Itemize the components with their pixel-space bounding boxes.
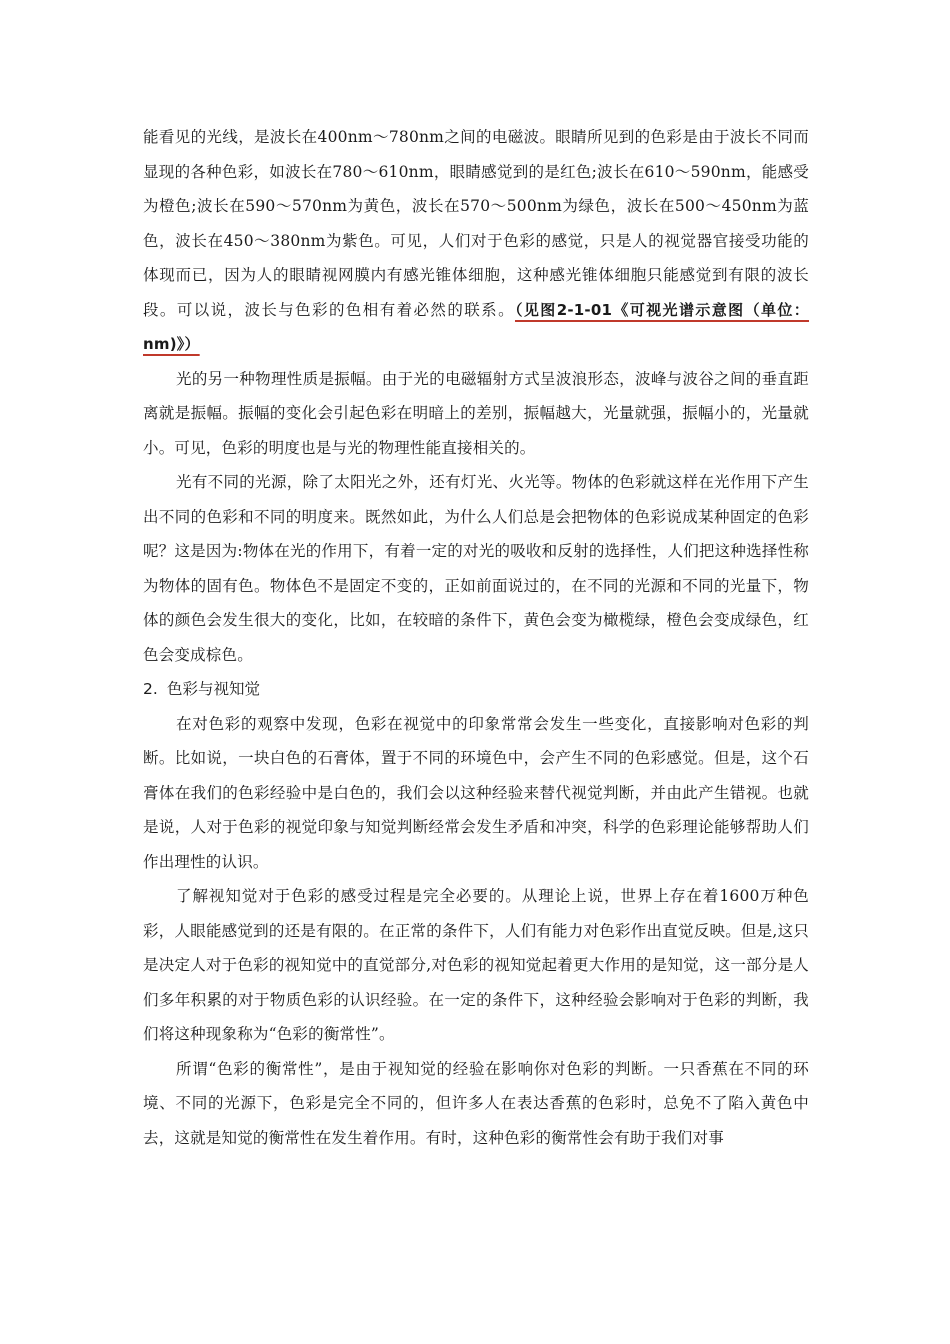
paragraph-wavelength <box>143 120 809 362</box>
figure-reference-link[interactable]: （见图2-1-01《可视光谱示意图（单位：nm)》） <box>143 300 810 353</box>
paragraph-amplitude: 光的另一种物理性质是振幅。由于光的电磁辐射方式呈波浪形态，波峰与波谷之间的垂直距离就是振幅。振幅的变化会引起色彩在明暗上的差别，振幅越大，光量就强，振幅小的，光量就小。可见，色彩的明度也是与光的物理性能直接相关的。 <box>143 369 809 457</box>
paragraph-perception: 了解视知觉对于色彩的感受过程是完全必要的。从理论上说，世界上存在着1600万种色彩，人眼能感觉到的还是有限的。在正常的条件下，人们有能力对色彩作出直觉反映。但是,这只是决定人对于色彩的视知觉中的直觉部分,对色彩的视知觉起着更大作用的是知觉，这一部分是人们多年积累的对于物质色彩的认识经验。在一定的条件下，这种经验会影响对于色彩的判断，我们将这种现象称为“色彩的衡常性”。 <box>143 887 809 1043</box>
section-number: 2. <box>143 680 158 698</box>
section-title: 色彩与视知觉 <box>167 680 261 698</box>
document-page <box>143 120 809 1155</box>
section-heading <box>143 672 809 707</box>
paragraph-color-constancy: 所谓“色彩的衡常性”，是由于视知觉的经验在影响你对色彩的判断。一只香蕉在不同的环境、不同的光源下，色彩是完全不同的，但许多人在表达香蕉的色彩时，总免不了陷入黄色中去，这就是知觉的衡常性在发生着作用。有时，这种色彩的衡常性会有助于我们对事 <box>143 1059 809 1147</box>
paragraph-light-source: 光有不同的光源，除了太阳光之外，还有灯光、火光等。物体的色彩就这样在光作用下产生出不同的色彩和不同的明度来。既然如此，为什么人们总是会把物体的色彩说成某种固定的色彩呢？这是因为:物体在光的作用下，有着一定的对光的吸收和反射的选择性，人们把这种选择性称为物体的固有色。物体色不是固定不变的，正如前面说过的，在不同的光源和不同的光量下，物体的颜色会发生很大的变化，比如，在较暗的条件下，黄色会变为橄榄绿，橙色会变成绿色，红色会变成棕色。 <box>143 473 809 664</box>
paragraph-wavelength-text: 能看见的光线，是波长在400nm～780nm之间的电磁波。眼睛所见到的色彩是由于波长不同而显现的各种色彩，如波长在780～610nm，眼睛感觉到的是红色;波长在610～590nm，能感受为橙色;波长在590～570nm为黄色，波长在570～500nm为绿色，波长在500～450nm为蓝色，波长在450～380nm为紫色。可见，人们对于色彩的感觉，只是人的视觉器官接受功能的体现而已，因为人的眼睛视网膜内有感光锥体细胞，这种感光锥体细胞只能感觉到有限的波长段。可以说，波长与色彩的色相有着必然的联系。 <box>143 128 809 319</box>
paragraph-observation: 在对色彩的观察中发现，色彩在视觉中的印象常常会发生一些变化，直接影响对色彩的判断。比如说，一块白色的石膏体，置于不同的环境色中，会产生不同的色彩感觉。但是，这个石膏体在我们的色彩经验中是白色的，我们会以这种经验来替代视觉判断，并由此产生错视。也就是说，人对于色彩的视觉印象与知觉判断经常会发生矛盾和冲突，科学的色彩理论能够帮助人们作出理性的认识。 <box>143 714 809 871</box>
